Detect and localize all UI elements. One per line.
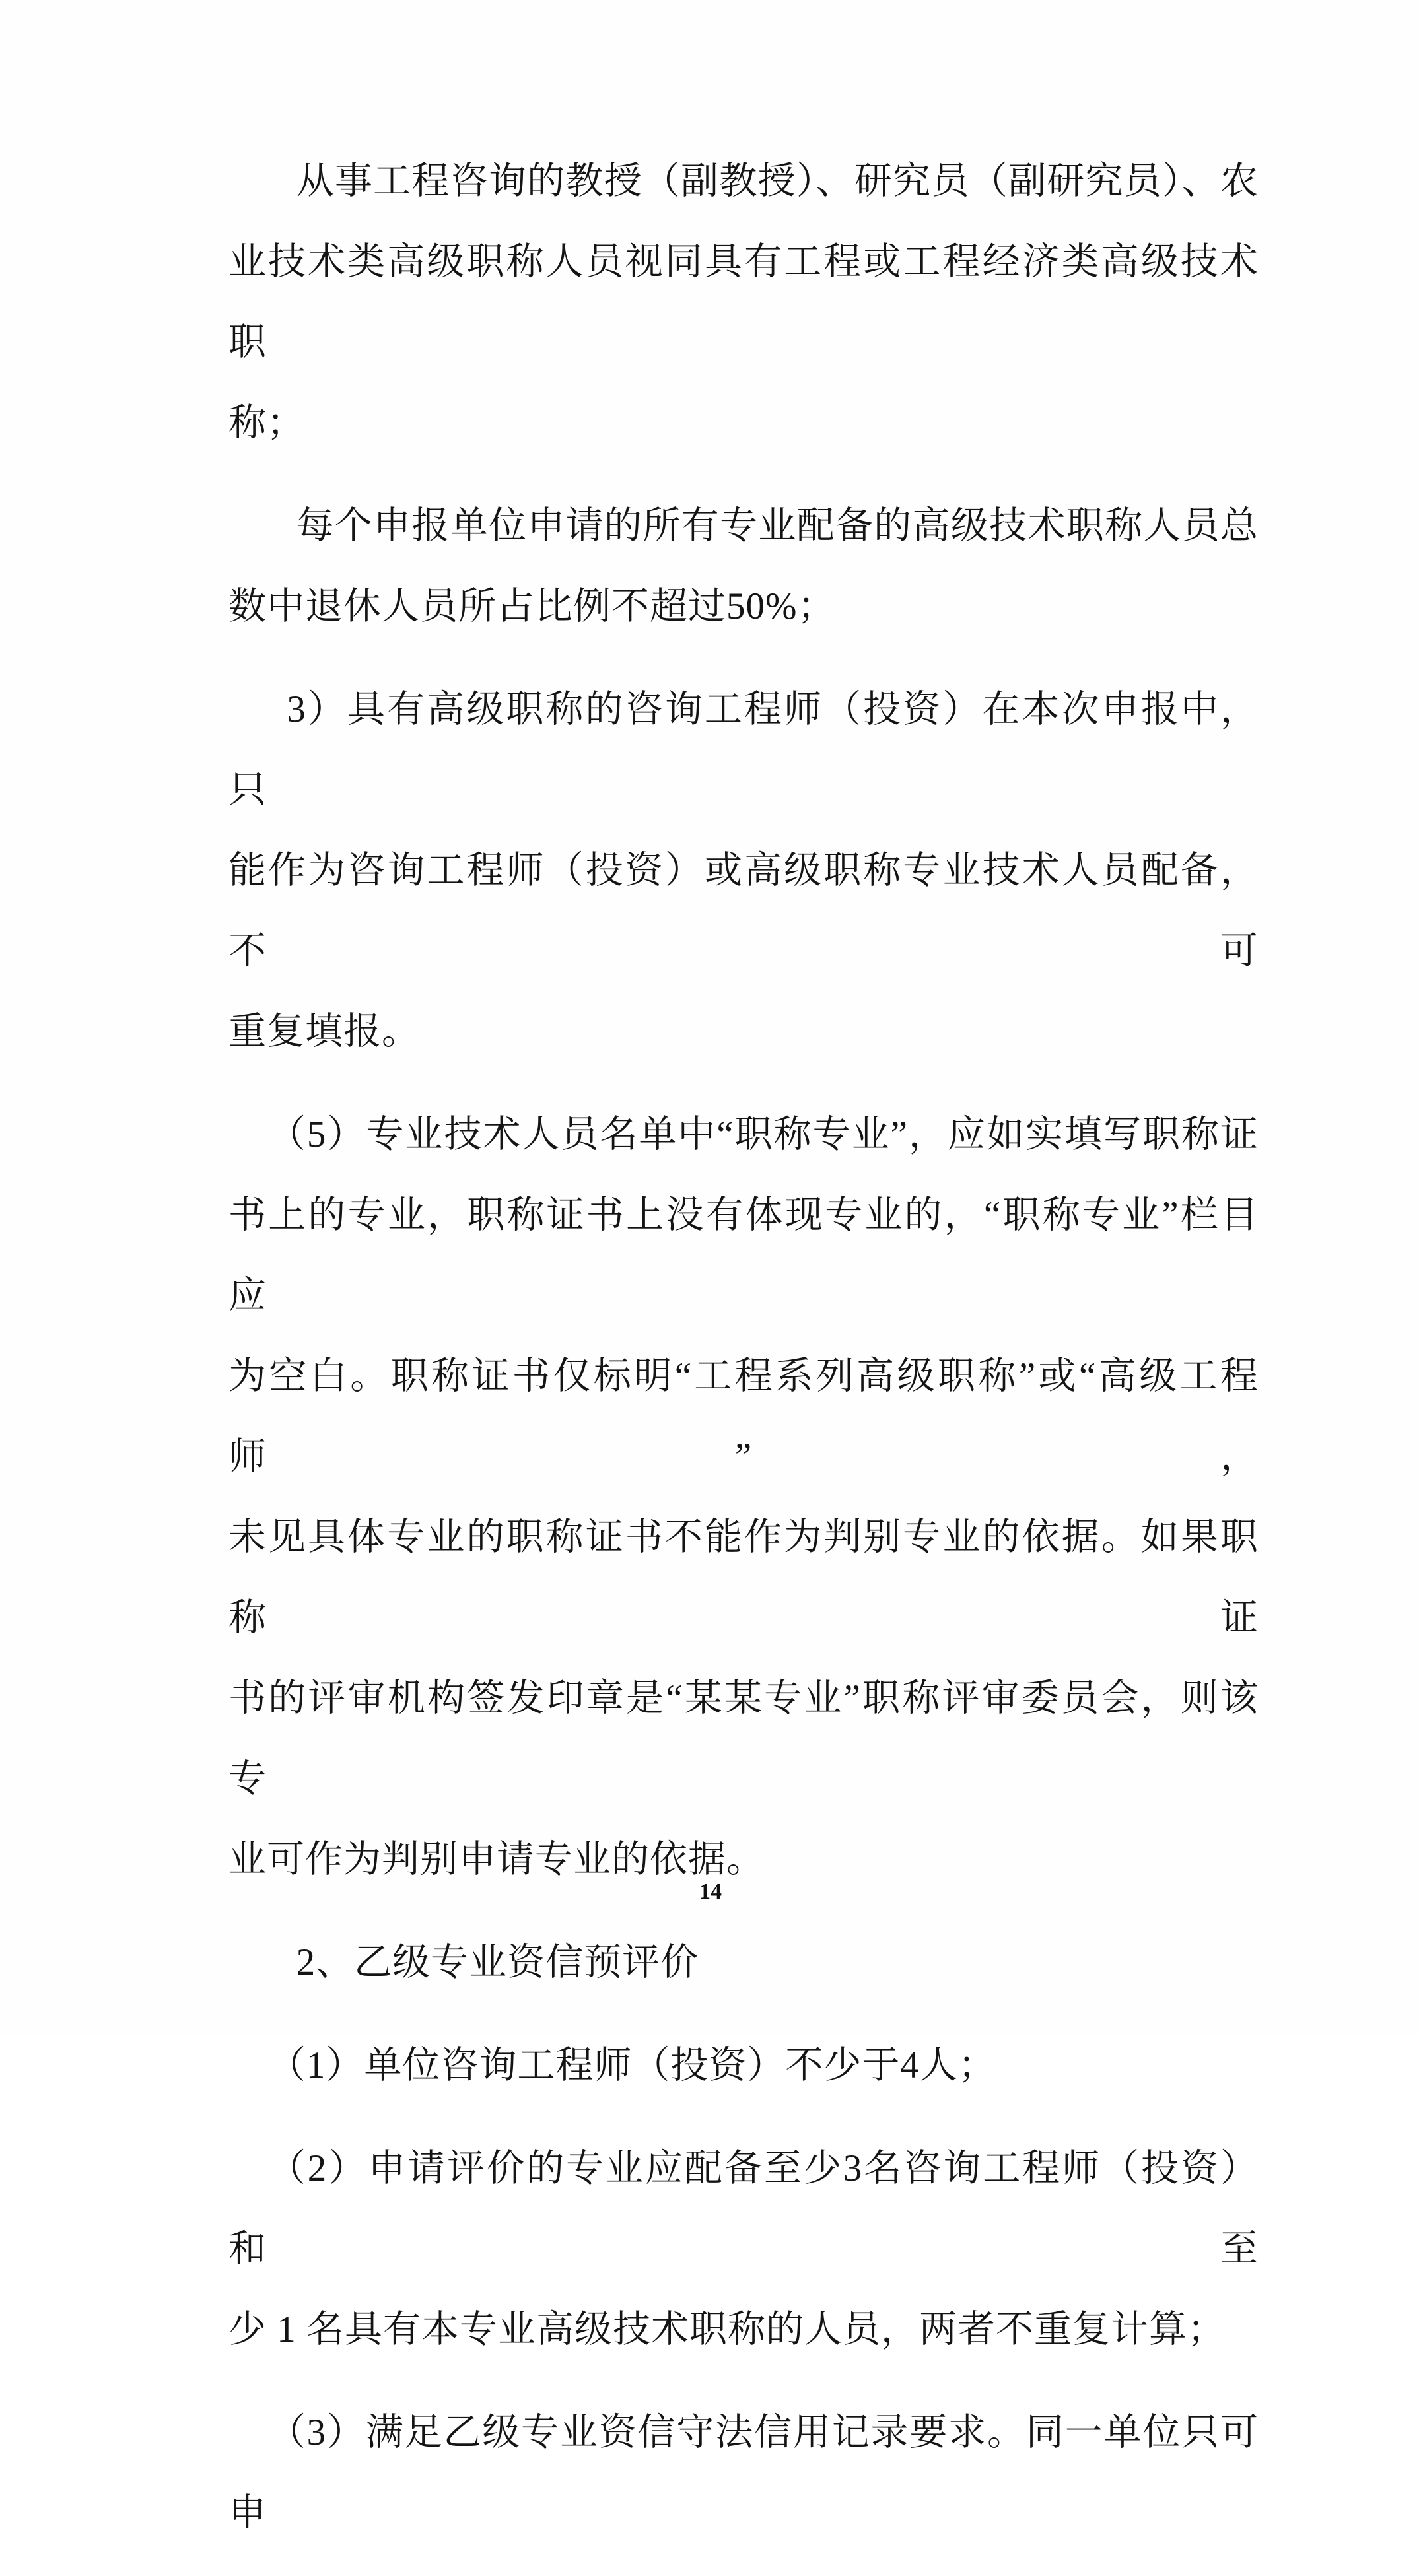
text-line: 书的评审机构签发印章是“某某专业”职称评审委员会，则该专: [228, 1678, 1259, 1800]
text-line: 书上的专业，职称证书上没有体现专业的，“职称专业”栏目应: [228, 1194, 1259, 1316]
text-line: 每个申报单位申请的所有专业配备的高级技术职称人员总: [296, 505, 1259, 547]
paragraph-8: [228, 2392, 1259, 2554]
document-body: [228, 141, 1259, 2576]
page-number: 14: [699, 1880, 722, 1904]
text-line: （2）申请评价的专业应配备至少3名咨询工程师（投资）和至: [228, 2148, 1259, 2270]
text-line: 重复填报。: [228, 1011, 420, 1052]
text-line: 从事工程咨询的教授（副教授）、研究员（副研究员）、农: [296, 160, 1259, 202]
text-line: 称；: [228, 402, 305, 444]
text-line: 业可作为判别申请专业的依据。: [228, 1839, 765, 1880]
text-line: （1）单位咨询工程师（投资）不少于4人；: [267, 2045, 996, 2086]
paragraph-7: [228, 2128, 1259, 2370]
text-line: （3）满足乙级专业资信守法信用记录要求。同一单位只可申: [228, 2412, 1259, 2534]
text-line: 能作为咨询工程师（投资）或高级职称专业技术人员配备，不可: [228, 850, 1259, 972]
text-line: 为空白。职称证书仅标明“工程系列高级职称”或“高级工程师”，: [228, 1355, 1259, 1477]
text-line: 3）具有高级职称的咨询工程师（投资）在本次申报中，只: [228, 689, 1259, 811]
text-line: （5）专业技术人员名单中“职称专业”，应如实填写职称证: [267, 1114, 1259, 1155]
paragraph-2: [228, 486, 1259, 647]
text-line: 2、乙级专业资信预评价: [296, 1942, 699, 1983]
text-line: 业技术类高级职称人员视同具有工程或工程经济类高级技术职: [228, 241, 1259, 363]
paragraph-3: [228, 669, 1259, 1072]
text-line: 少 1 名具有本专业高级技术职称的人员，两者不重复计算；: [228, 2309, 1226, 2350]
text-line: 未见具体专业的职称证书不能作为判别专业的依据。如果职称证: [228, 1516, 1259, 1639]
text-line: 数中退休人员所占比例不超过50%；: [228, 586, 836, 627]
paragraph-1: [228, 141, 1259, 463]
paragraph-4: [228, 1095, 1259, 1900]
paragraph-6: [228, 2025, 1259, 2106]
paragraph-5-heading: [228, 1922, 1259, 2003]
